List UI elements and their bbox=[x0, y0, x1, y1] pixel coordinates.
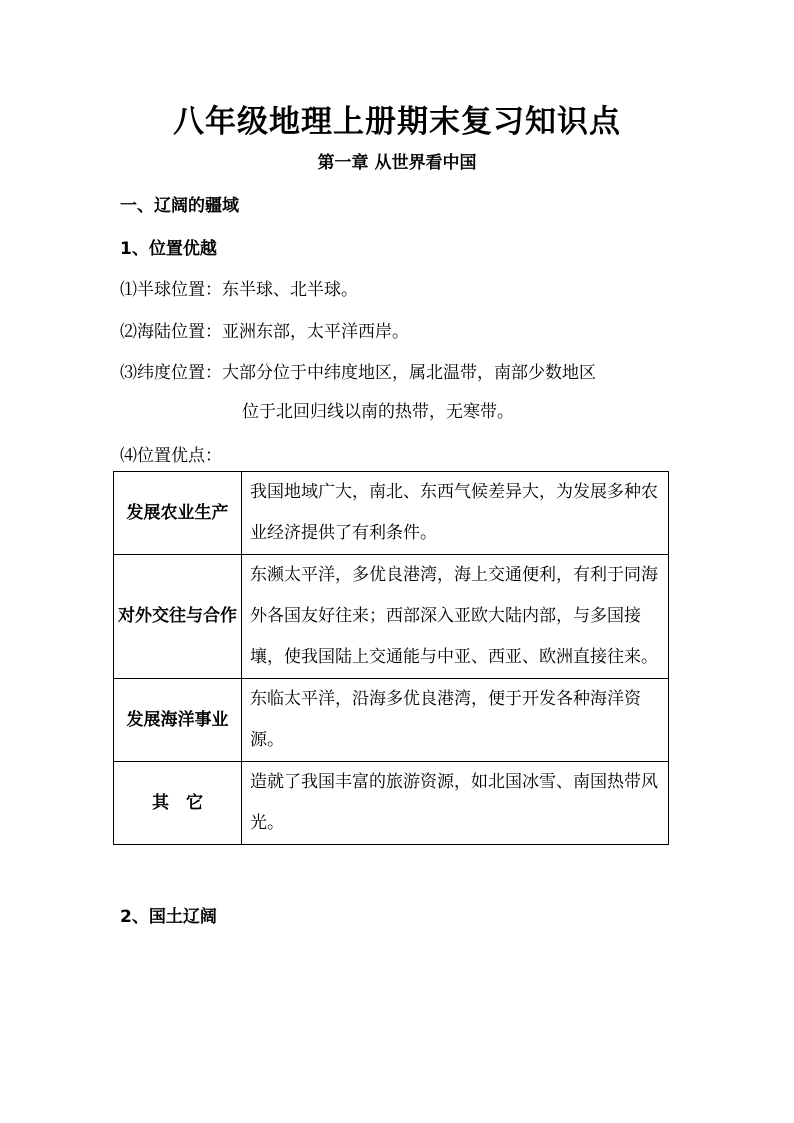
subsection-heading-territory: 2、国土辽阔 bbox=[120, 907, 217, 927]
row-label: 对外交往与合作 bbox=[114, 555, 242, 679]
chapter-heading: 第一章 从世界看中国 bbox=[317, 153, 477, 173]
table-row bbox=[114, 555, 669, 679]
list-item bbox=[120, 317, 409, 342]
item-continuation: 位于北回归线以南的热带，无寒带。 bbox=[242, 402, 514, 422]
row-description: 东临太平洋，沿海多优良港湾，便于开发各种海洋资源。 bbox=[242, 679, 669, 762]
list-item bbox=[120, 275, 358, 300]
page-title: 八年级地理上册期末复习知识点 bbox=[173, 104, 621, 140]
table-row bbox=[114, 762, 669, 845]
row-label: 发展海洋事业 bbox=[114, 679, 242, 762]
row-description: 造就了我国丰富的旅游资源，如北国冰雪、南国热带风光。 bbox=[242, 762, 669, 845]
item-text: 大部分位于中纬度地区，属北温带，南部少数地区 bbox=[222, 363, 596, 383]
item-label: ⑶纬度位置： bbox=[120, 363, 222, 383]
table-row bbox=[114, 472, 669, 555]
row-description: 东濒太平洋，多优良港湾，海上交通便利，有利于同海外各国友好往来；西部深入亚欧大陆内部，与多国接壤，使我国陆上交通能与中亚、西亚、欧洲直接往来。 bbox=[242, 555, 669, 679]
row-description: 我国地域广大，南北、东西气候差异大，为发展多种农业经济提供了有利条件。 bbox=[242, 472, 669, 555]
item-label: ⑴半球位置： bbox=[120, 280, 222, 300]
advantages-table bbox=[113, 471, 669, 845]
list-item bbox=[120, 441, 222, 466]
section-heading: 一、辽阔的疆域 bbox=[120, 196, 239, 216]
table-row bbox=[114, 679, 669, 762]
list-item bbox=[120, 358, 596, 422]
item-text: 亚洲东部，太平洋西岸。 bbox=[222, 322, 409, 342]
item-label: ⑵海陆位置： bbox=[120, 322, 222, 342]
subsection-heading-location: 1、位置优越 bbox=[120, 239, 217, 259]
row-label: 发展农业生产 bbox=[114, 472, 242, 555]
item-text: 东半球、北半球。 bbox=[222, 280, 358, 300]
row-label: 其 它 bbox=[114, 762, 242, 845]
item-label: ⑷位置优点： bbox=[120, 446, 222, 466]
